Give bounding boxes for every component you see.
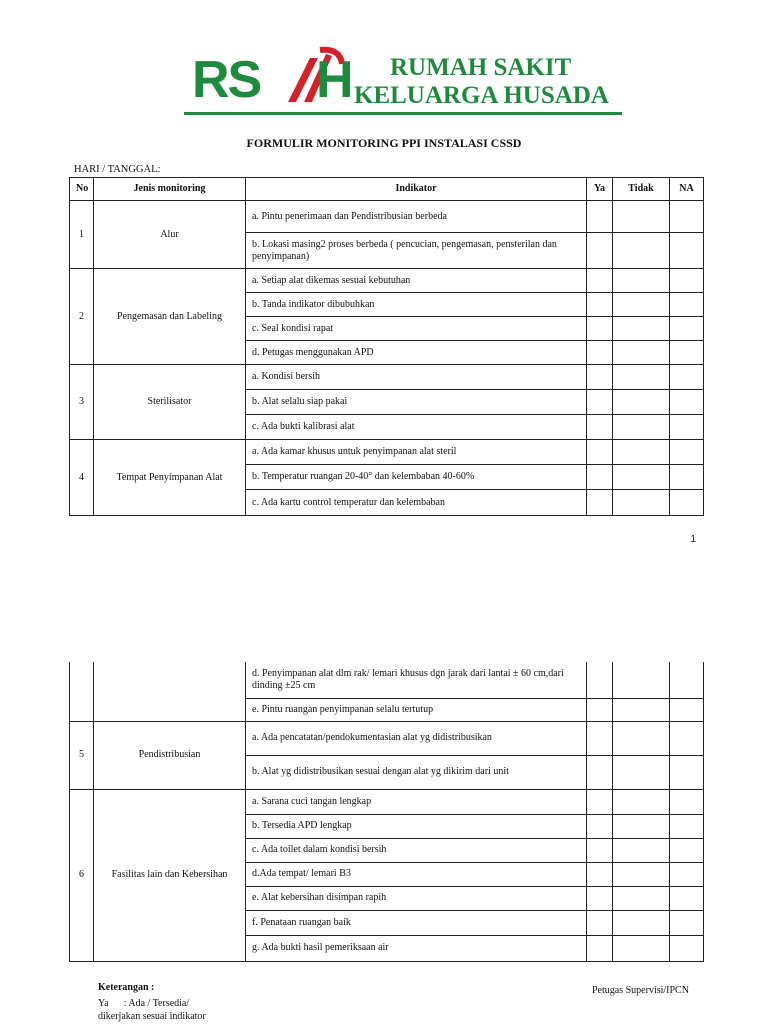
supervisor-label: Petugas Supervisi/IPCN	[592, 985, 689, 996]
ya-cell[interactable]	[587, 838, 613, 862]
na-cell[interactable]	[670, 415, 704, 440]
tidak-cell[interactable]	[613, 341, 670, 365]
header-ya: Ya	[587, 178, 613, 201]
ya-cell[interactable]	[587, 365, 613, 390]
header-jenis: Jenis monitoring	[94, 178, 246, 201]
ya-cell[interactable]	[587, 662, 613, 698]
header-tidak: Tidak	[613, 178, 670, 201]
indikator-cell: c. Ada toilet dalam kondisi bersih	[246, 838, 587, 862]
indikator-cell: a. Ada kamar khusus untuk penyimpanan alat steril	[246, 440, 587, 465]
indikator-cell: e. Pintu ruangan penyimpanan selalu tertutup	[246, 698, 587, 721]
row-jenis: Tempat Penyimpanan Alat	[94, 440, 246, 516]
na-cell[interactable]	[670, 862, 704, 886]
indikator-cell: f. Penataan ruangan baik	[246, 910, 587, 935]
row-jenis: Pengemasan dan Labeling	[94, 269, 246, 365]
indikator-cell: b. Temperatur ruangan 20-40° dan kelembaban 40-60%	[246, 465, 587, 490]
header-no: No	[70, 178, 94, 201]
tidak-cell[interactable]	[613, 698, 670, 721]
logo-h-text: H	[316, 51, 354, 109]
monitoring-table-page2	[69, 662, 704, 962]
table-row	[70, 365, 704, 390]
indikator-cell: b. Tanda indikator dibubuhkan	[246, 293, 587, 317]
na-cell[interactable]	[670, 789, 704, 814]
tidak-cell[interactable]	[613, 662, 670, 698]
ya-cell[interactable]	[587, 935, 613, 961]
ya-cell[interactable]	[587, 317, 613, 341]
indikator-cell: e. Alat kebersihan disimpan rapih	[246, 886, 587, 910]
ya-cell[interactable]	[587, 465, 613, 490]
logo-line-1: RUMAH SAKIT	[390, 54, 572, 81]
indikator-cell: b. Tersedia APD lengkap	[246, 814, 587, 838]
ya-cell[interactable]	[587, 698, 613, 721]
na-cell[interactable]	[670, 755, 704, 789]
ya-cell[interactable]	[587, 233, 613, 269]
hospital-logo	[184, 44, 624, 118]
tidak-cell[interactable]	[613, 789, 670, 814]
row-jenis: Fasilitas lain dan Kebersihan	[94, 789, 246, 961]
row-no	[70, 662, 94, 721]
indikator-cell: b. Lokasi masing2 proses berbeda ( pencucian, pengemasan, pensterilan dan penyimpanan)	[246, 233, 587, 269]
tidak-cell[interactable]	[613, 465, 670, 490]
na-cell[interactable]	[670, 201, 704, 233]
ya-cell[interactable]	[587, 910, 613, 935]
tidak-cell[interactable]	[613, 233, 670, 269]
row-no: 6	[70, 789, 94, 961]
indikator-cell: c. Ada kartu control temperatur dan kelembaban	[246, 490, 587, 516]
indikator-cell: d. Penyimpanan alat dlm rak/ lemari khusus dgn jarak dari lantai ± 60 cm,dari dinding ±25 cm	[246, 662, 587, 698]
table-row	[70, 662, 704, 698]
indikator-cell: c. Ada bukti kalibrasi alat	[246, 415, 587, 440]
na-cell[interactable]	[670, 465, 704, 490]
tidak-cell[interactable]	[613, 910, 670, 935]
tidak-cell[interactable]	[613, 755, 670, 789]
indikator-cell: a. Ada pencatatan/pendokumentasian alat yg didistribusikan	[246, 721, 587, 755]
tidak-cell[interactable]	[613, 317, 670, 341]
row-no: 2	[70, 269, 94, 365]
keterangan-line-2: dikerjakan sesuai indikator	[98, 1011, 206, 1022]
indikator-cell: a. Setiap alat dikemas sesuai kebutuhan	[246, 269, 587, 293]
tidak-cell[interactable]	[613, 415, 670, 440]
tidak-cell[interactable]	[613, 201, 670, 233]
tidak-cell[interactable]	[613, 269, 670, 293]
monitoring-table-page1	[69, 177, 704, 516]
indikator-cell: a. Kondisi bersih	[246, 365, 587, 390]
row-jenis	[94, 662, 246, 721]
indikator-cell: a. Pintu penerimaan dan Pendistribusian berbeda	[246, 201, 587, 233]
na-cell[interactable]	[670, 293, 704, 317]
na-cell[interactable]	[670, 233, 704, 269]
na-cell[interactable]	[670, 365, 704, 390]
keterangan-title: Keterangan :	[98, 982, 155, 993]
keterangan-line-1: Ya : Ada / Tersedia/	[98, 998, 190, 1009]
na-cell[interactable]	[670, 662, 704, 698]
tidak-cell[interactable]	[613, 440, 670, 465]
ya-cell[interactable]	[587, 886, 613, 910]
indikator-cell: b. Alat yg didistribusikan sesuai dengan alat yg dikirim dari unit	[246, 755, 587, 789]
na-cell[interactable]	[670, 440, 704, 465]
ya-cell[interactable]	[587, 293, 613, 317]
header-indikator: Indikator	[246, 178, 587, 201]
logo-line-2: KELUARGA HUSADA	[354, 82, 609, 109]
row-no: 5	[70, 721, 94, 789]
indikator-cell: g. Ada bukti hasil pemeriksaan air	[246, 935, 587, 961]
row-no: 3	[70, 365, 94, 440]
indikator-cell: c. Seal kondisi rapat	[246, 317, 587, 341]
na-cell[interactable]	[670, 721, 704, 755]
indikator-cell: a. Sarana cuci tangan lengkap	[246, 789, 587, 814]
na-cell[interactable]	[670, 317, 704, 341]
ya-cell[interactable]	[587, 789, 613, 814]
na-cell[interactable]	[670, 838, 704, 862]
tidak-cell[interactable]	[613, 490, 670, 516]
form-title: FORMULIR MONITORING PPI INSTALASI CSSD	[246, 136, 522, 150]
ya-cell[interactable]	[587, 440, 613, 465]
na-cell[interactable]	[670, 886, 704, 910]
na-cell[interactable]	[670, 390, 704, 415]
tidak-cell[interactable]	[613, 862, 670, 886]
tidak-cell[interactable]	[613, 390, 670, 415]
tidak-cell[interactable]	[613, 721, 670, 755]
table-row	[70, 201, 704, 233]
table-row	[70, 721, 704, 755]
na-cell[interactable]	[670, 935, 704, 961]
indikator-cell: d.Ada tempat/ lemari B3	[246, 862, 587, 886]
tidak-cell[interactable]	[613, 293, 670, 317]
ya-cell[interactable]	[587, 390, 613, 415]
row-no: 1	[70, 201, 94, 269]
tidak-cell[interactable]	[613, 838, 670, 862]
date-label: HARI / TANGGAL:	[74, 164, 161, 175]
indikator-cell: b. Alat selalu siap pakai	[246, 390, 587, 415]
ya-cell[interactable]	[587, 490, 613, 516]
na-cell[interactable]	[670, 814, 704, 838]
logo-rs-text: RS	[192, 51, 261, 109]
tidak-cell[interactable]	[613, 814, 670, 838]
ya-cell[interactable]	[587, 269, 613, 293]
na-cell[interactable]	[670, 269, 704, 293]
table-row	[70, 269, 704, 293]
page-number: 1	[690, 534, 696, 545]
na-cell[interactable]	[670, 490, 704, 516]
tidak-cell[interactable]	[613, 886, 670, 910]
table-row	[70, 789, 704, 814]
row-no: 4	[70, 440, 94, 516]
ya-cell[interactable]	[587, 755, 613, 789]
tidak-cell[interactable]	[613, 935, 670, 961]
ya-cell[interactable]	[587, 721, 613, 755]
table-header-row	[70, 178, 704, 201]
ya-cell[interactable]	[587, 415, 613, 440]
ya-cell[interactable]	[587, 341, 613, 365]
ya-cell[interactable]	[587, 862, 613, 886]
logo-underline	[184, 112, 622, 115]
table-row	[70, 440, 704, 465]
row-jenis: Sterilisator	[94, 365, 246, 440]
na-cell[interactable]	[670, 341, 704, 365]
row-jenis: Alur	[94, 201, 246, 269]
row-jenis: Pendistribusian	[94, 721, 246, 789]
tidak-cell[interactable]	[613, 365, 670, 390]
ya-cell[interactable]	[587, 814, 613, 838]
ya-cell[interactable]	[587, 201, 613, 233]
na-cell[interactable]	[670, 698, 704, 721]
na-cell[interactable]	[670, 910, 704, 935]
header-na: NA	[670, 178, 704, 201]
indikator-cell: d. Petugas menggunakan APD	[246, 341, 587, 365]
